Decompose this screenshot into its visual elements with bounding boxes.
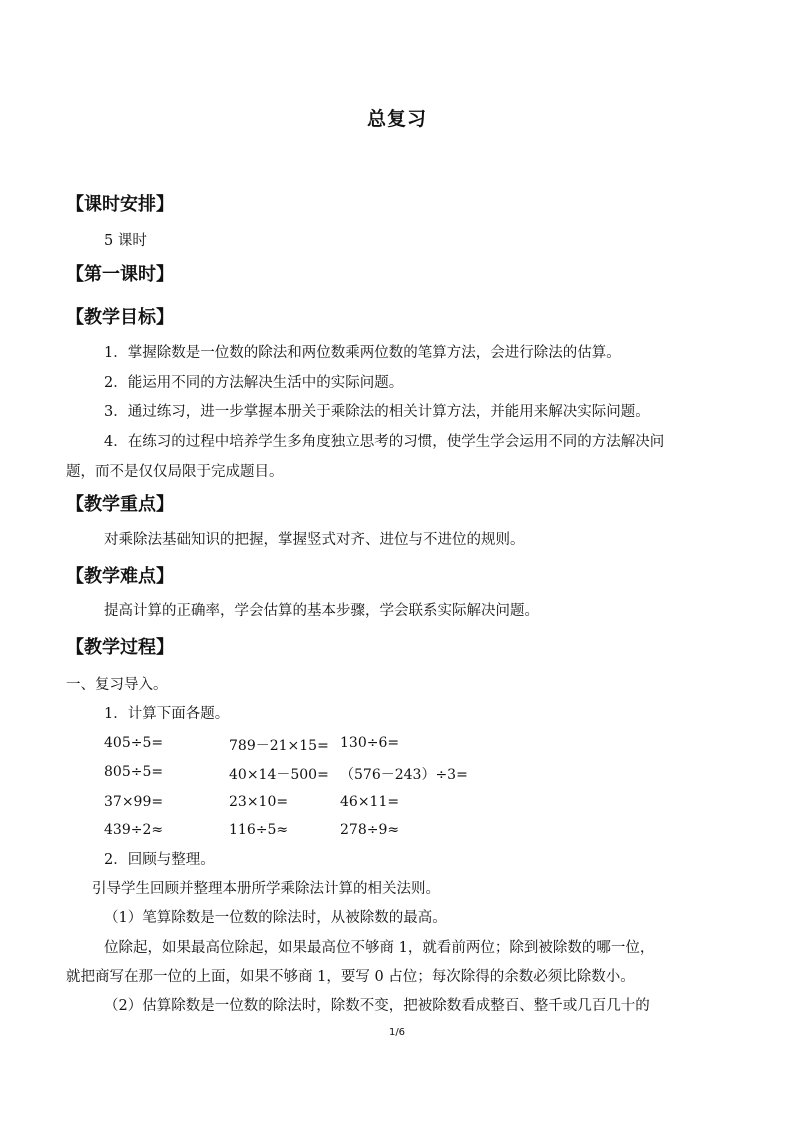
section-difficult-heading: 【教学难点】 xyxy=(66,566,174,587)
goal-item-3: 3．通过练习，进一步掌握本册关于乘除法的相关计算方法，并能用来解决实际问题。 xyxy=(104,404,650,420)
calc-r3-c2: 23×10= xyxy=(229,794,289,810)
section-process-heading: 【教学过程】 xyxy=(66,637,174,658)
section-first-lesson-heading: 【第一课时】 xyxy=(66,264,174,285)
goal-item-4-cont: 题，而不是仅仅局限于完成题目。 xyxy=(66,464,284,480)
rule-1-line-3: 就把商写在那一位的上面，如果不够商 1，要写 0 占位；每次除得的余数必须比除数小。 xyxy=(66,969,635,985)
rule-1-line-2: 位除起，如果最高位除起，如果最高位不够商 1，就看前两位；除到被除数的哪一位， xyxy=(104,940,655,956)
calc-r2-c2: 40×14－500= xyxy=(229,767,329,783)
section-schedule-heading: 【课时安排】 xyxy=(66,194,174,215)
calc-r4-c3: 278÷9≈ xyxy=(340,822,400,838)
calc-r4-c1: 439÷2≈ xyxy=(104,822,164,838)
calc-r2-c1: 805÷5= xyxy=(104,764,164,780)
rule-2-line-1: （2）估算除数是一位数的除法时，除数不变，把被除数看成整百、整千或几百几十的 xyxy=(104,998,650,1014)
item-2-text: 2．回顾与整理。 xyxy=(104,852,215,868)
page-number: 1/6 xyxy=(388,1027,406,1038)
schedule-text: 5 课时 xyxy=(104,233,147,249)
calc-r3-c3: 46×11= xyxy=(340,794,400,810)
difficult-text: 提高计算的正确率，学会估算的基本步骤，学会联系实际解决问题。 xyxy=(104,603,539,619)
calc-r3-c1: 37×99= xyxy=(104,794,164,810)
section-goals-heading: 【教学目标】 xyxy=(66,307,174,328)
item-1-text: 1．计算下面各题。 xyxy=(104,706,230,722)
calc-r1-c1: 405÷5= xyxy=(104,735,164,751)
process-heading: 一、复习导入。 xyxy=(66,677,168,693)
rule-1-line-1: （1）笔算除数是一位数的除法时，从被除数的最高。 xyxy=(104,910,447,926)
goal-item-4: 4．在练习的过程中培养学生多角度独立思考的习惯，使学生学会运用不同的方法解决问 xyxy=(104,434,665,450)
goal-item-1: 1．掌握除数是一位数的除法和两位数乘两位数的笔算方法，会进行除法的估算。 xyxy=(104,345,621,361)
calc-r4-c2: 116÷5≈ xyxy=(229,822,289,838)
calc-r1-c2: 789－21×15= xyxy=(229,738,329,754)
section-key-heading: 【教学重点】 xyxy=(66,494,174,515)
calc-r2-c3: （576－243）÷3= xyxy=(340,767,468,783)
key-text: 对乘除法基础知识的把握，掌握竖式对齐、进位与不进位的规则。 xyxy=(104,532,525,548)
calc-r1-c3: 130÷6= xyxy=(340,735,400,751)
page-title: 总复习 xyxy=(366,108,427,130)
goal-item-2: 2．能运用不同的方法解决生活中的实际问题。 xyxy=(104,375,404,391)
guide-text: 引导学生回顾并整理本册所学乘除法计算的相关法则。 xyxy=(92,881,440,897)
